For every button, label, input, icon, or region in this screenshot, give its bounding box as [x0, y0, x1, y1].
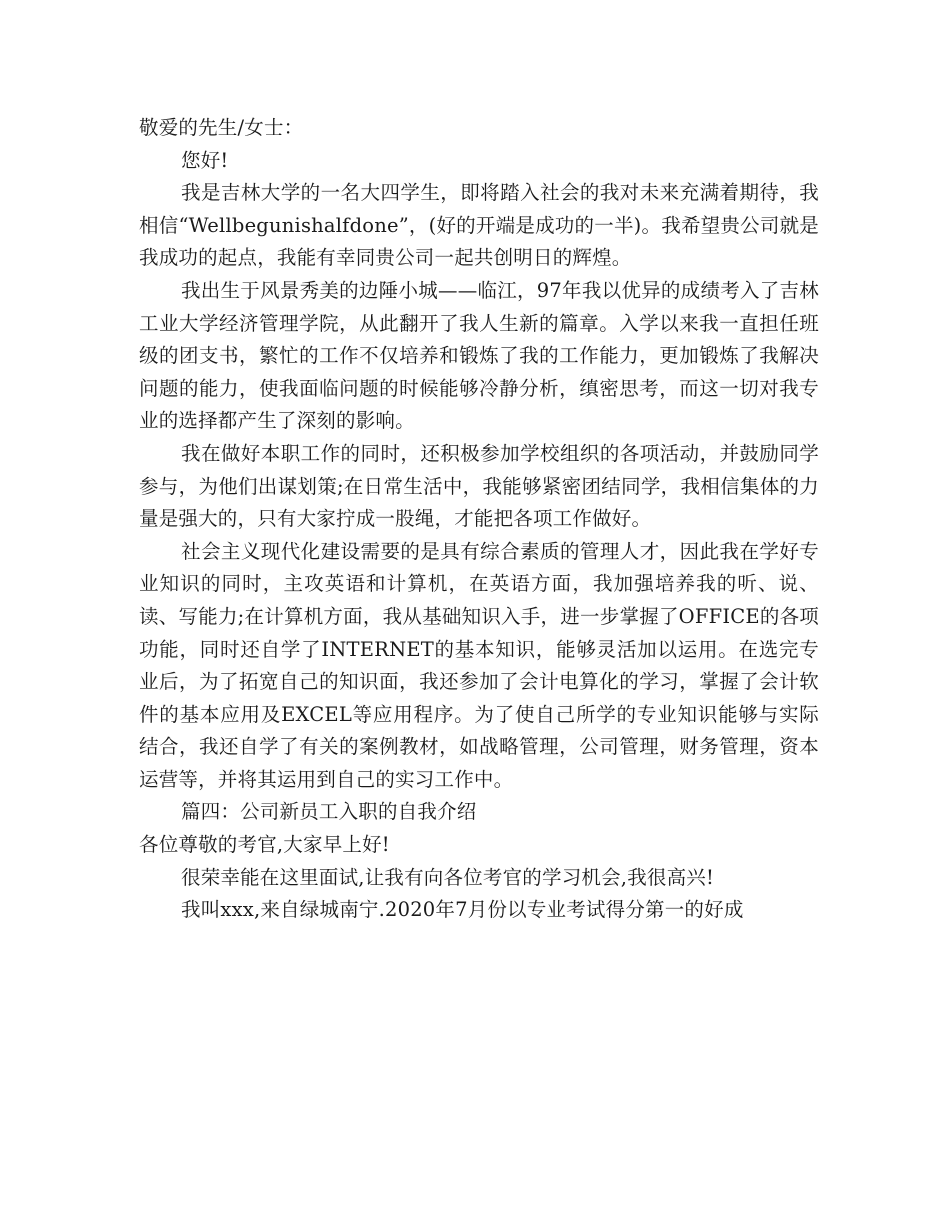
paragraph-skills: 社会主义现代化建设需要的是具有综合素质的管理人才，因此我在学好专业知识的同时，主攻英语和计算机，在英语方面，我加强培养我的听、说、读、写能力;在计算机方面，我从基础知识入手，进一步掌握了OFFICE的各项功能，同时还自学了INTERNET的基本知识，能够灵活加以运用。在选完专业后，为了拓宽自己的知识面，我还参加了会计电算化的学习，掌握了会计软件的基本应用及EXCEL等应用程序。为了使自己所学的专业知识能够与实际结合，我还自学了有关的案例教材，如战略管理，公司管理，财务管理，资本运营等，并将其运用到自己的实习工作中。	[139, 539, 819, 791]
section-heading: 篇四：公司新员工入职的自我介绍	[181, 800, 477, 824]
document-body	[139, 112, 819, 927]
greeting: 您好!	[181, 148, 229, 172]
paragraph-activities: 我在做好本职工作的同时，还积极参加学校组织的各项活动，并鼓励同学参与，为他们出谋划策;在日常生活中，我能够紧密团结同学，我相信集体的力量是强大的，只有大家拧成一股绳，才能把各项工作做好。	[139, 441, 819, 531]
salutation-2: 各位尊敬的考官,大家早上好!	[139, 833, 390, 857]
paragraph-background: 我出生于风景秀美的边陲小城——临江，97年我以优异的成绩考入了吉林工业大学经济管理学院，从此翻开了我人生新的篇章。入学以来我一直担任班级的团支书，繁忙的工作不仅培养和锻炼了我的工作能力，更加锻炼了我解决问题的能力，使我面临问题的时候能够冷静分析，缜密思考，而这一切对我专业的选择都产生了深刻的影响。	[139, 278, 819, 433]
paragraph-self-intro: 我叫xxx,来自绿城南宁.2020年7月份以专业考试得分第一的好成	[181, 898, 744, 922]
paragraph-thanks: 很荣幸能在这里面试,让我有向各位考官的学习机会,我很高兴!	[181, 865, 715, 889]
salutation: 敬爱的先生/女士：	[139, 116, 304, 139]
paragraph-intro: 我是吉林大学的一名大四学生，即将踏入社会的我对未来充满着期待，我相信“Wellbegunishalfdone”，(好的开端是成功的一半)。我希望贵公司就是我成功的起点，我能有幸同贵公司一起共创明日的辉煌。	[139, 181, 819, 270]
